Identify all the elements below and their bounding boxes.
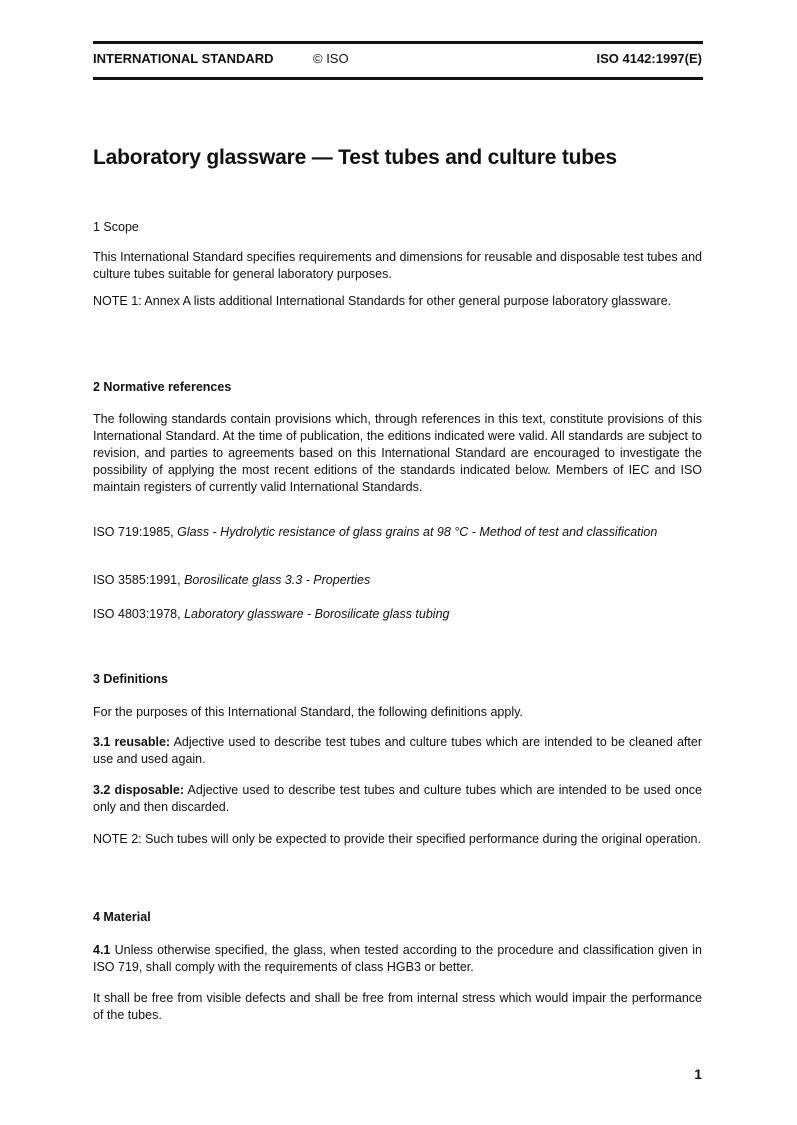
reference-item — [93, 572, 702, 589]
header-document-id: ISO 4142:1997(E) — [596, 51, 702, 66]
section-heading-normative: 2 Normative references — [93, 380, 232, 394]
section-heading-scope: 1 Scope — [93, 220, 139, 234]
reference-id: ISO 719:1985, — [93, 525, 174, 539]
reference-title: Borosilicate glass 3.3 - Properties — [184, 573, 371, 587]
material-clause — [93, 942, 702, 976]
header-top-rule — [93, 41, 703, 44]
definitions-paragraph: For the purposes of this International Standard, the following definitions apply. — [93, 705, 523, 719]
definition-term: 3.1 reusable: — [93, 735, 171, 749]
definition-item — [93, 782, 702, 816]
scope-paragraph: This International Standard specifies requirements and dimensions for reusable and disposable test tubes and culture tubes suitable for general laboratory purposes. — [93, 250, 702, 281]
clause-number: 4.1 — [93, 943, 111, 957]
header-bottom-rule — [93, 77, 703, 80]
definition-text: Adjective used to describe test tubes and culture tubes which are intended to be cleaned after use and used again. — [93, 735, 702, 766]
reference-item — [93, 606, 702, 623]
reference-id: ISO 4803:1978, — [93, 607, 181, 621]
definition-text: Adjective used to describe test tubes and culture tubes which are intended to be used once only and then discarded. — [93, 783, 702, 814]
reference-item — [93, 524, 702, 541]
reference-title: Glass - Hydrolytic resistance of glass grains at 98 °C - Method of test and classification — [177, 525, 658, 539]
section-heading-definitions: 3 Definitions — [93, 672, 169, 686]
document-title: Laboratory glassware — Test tubes and culture tubes — [93, 146, 617, 169]
reference-id: ISO 3585:1991, — [93, 573, 181, 587]
page-number: 1 — [694, 1066, 702, 1082]
header-standard-label: INTERNATIONAL STANDARD — [93, 51, 274, 66]
header-copyright: © ISO — [313, 51, 349, 66]
section-heading-material: 4 Material — [93, 910, 151, 924]
definitions-note: NOTE 2: Such tubes will only be expected to provide their specified performance during the original operation. — [93, 832, 701, 846]
scope-note: NOTE 1: Annex A lists additional International Standards for other general purpose laboratory glassware. — [93, 294, 672, 308]
definition-item — [93, 734, 702, 768]
clause-text: Unless otherwise specified, the glass, when tested according to the procedure and classification given in ISO 719, shall comply with the requirements of class HGB3 or better. — [93, 943, 702, 974]
material-paragraph: It shall be free from visible defects and shall be free from internal stress which would impair the performance of the tubes. — [93, 991, 702, 1022]
reference-title: Laboratory glassware - Borosilicate glass tubing — [184, 607, 450, 621]
normative-paragraph: The following standards contain provisions which, through references in this text, constitute provisions of this International Standard. At the time of publication, the editions indicated were valid. All standards are subject to revision, and parties to agreements based on this International Standard are encouraged to investigate the possibility of applying the most recent editions of the standards indicated below. Members of IEC and ISO maintain registers of currently valid International Standards. — [93, 412, 702, 494]
definition-term: 3.2 disposable: — [93, 783, 185, 797]
